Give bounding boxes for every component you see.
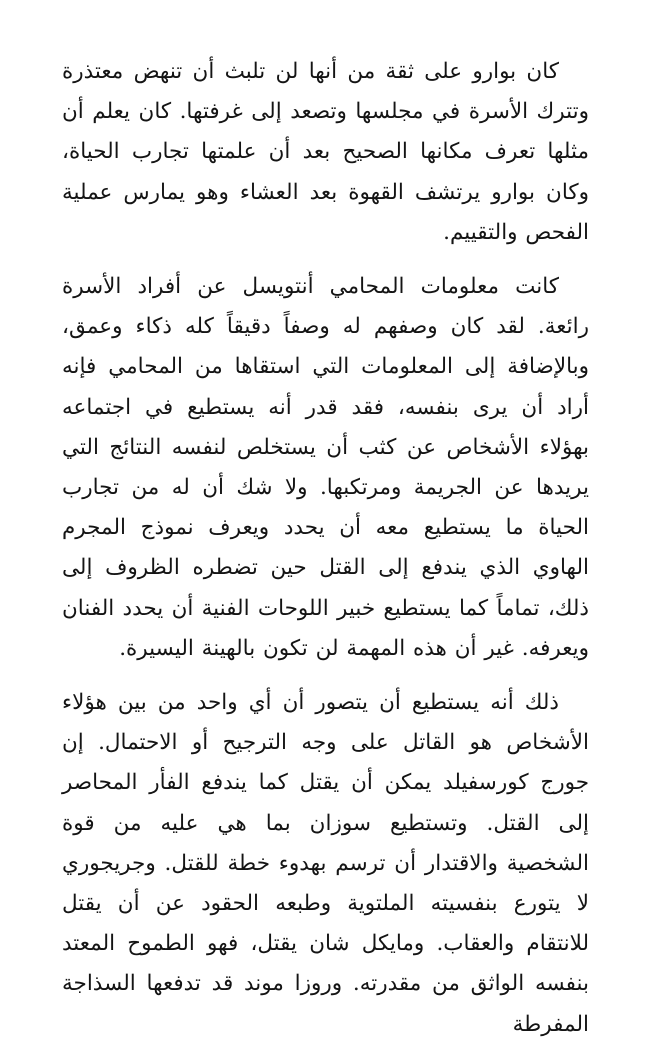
paragraph-2: كانت معلومات المحامي أنتويسل عن أفراد الأسرة رائعة. لقد كان وصفهم له وصفاً دقيقاً كله ذكاء وعمق، وبالإضافة إلى المعلومات التي استقاها من المحامي فإنه أراد أن يرى بنفسه، فقد قدر أنه يستطيع في اجتماعه بهؤلاء الأشخاص عن كثب أن يستخلص لنفسه النتائج التي يريدها عن الجريمة ومرتكبها. ولا شك أن له من تجارب الحياة ما يستطيع معه أن يحدد ويعرف نموذج المجرم الهاوي الذي يندفع إلى القتل حين تضطره الظروف إلى ذلك، تماماً كما يستطيع خبير اللوحات الفنية أن يحدد الفنان ويعرفه. غير أن هذه المهمة لن تكون بالهينة اليسيرة. [62, 274, 589, 661]
paragraph-1: كان بوارو على ثقة من أنها لن تلبث أن تنهض معتذرة وتترك الأسرة في مجلسها وتصعد إلى غرفتها. كان يعلم أن مثلها تعرف مكانها الصحيح بعد أن علمتها تجارب الحياة، وكان بوارو يرتشف القهوة بعد العشاء وهو يمارس عملية الفحص والتقييم. [62, 59, 589, 245]
paragraph-3: ذلك أنه يستطيع أن يتصور أن أي واحد من بين هؤلاء الأشخاص هو القاتل على وجه الترجيح أو الاحتمال. إن جورج كورسفيلد يمكن أن يقتل كما يندفع الفأر المحاصر إلى القتل. وتستطيع سوزان بما هي عليه من قوة الشخصية والاقتدار أن ترسم بهدوء خطة للقتل. وجريجوري لا يتورع بنفسيته الملتوية وطبعه الحقود عن أن يقتل للانتقام والعقاب. ومايكل شان يقتل، فهو الطموح المعتد بنفسه الواثق من مقدرته. وروزا موند قد تدفعها السذاجة المفرطة [62, 690, 589, 1037]
